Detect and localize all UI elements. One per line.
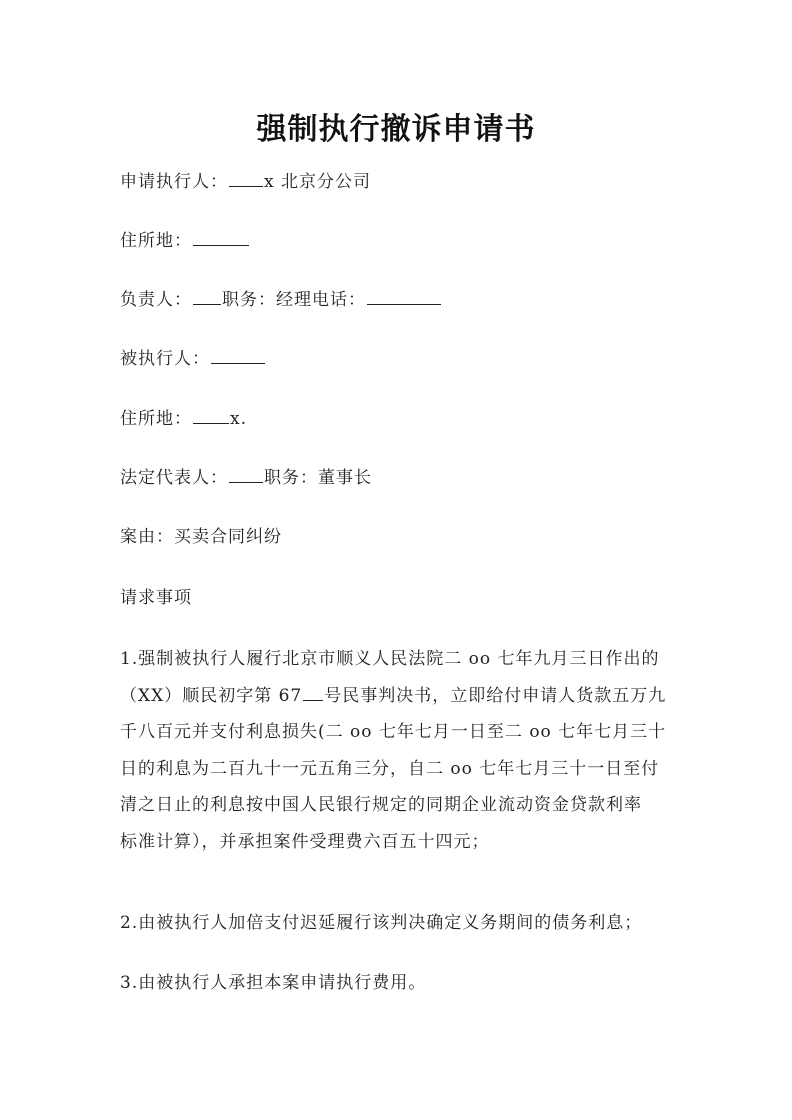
blank-underline (367, 288, 441, 305)
blank-underline (229, 466, 263, 483)
legal-rep-line (120, 466, 372, 490)
request-1-line-2 (120, 678, 680, 715)
request-1-paragraph (120, 641, 680, 860)
responsible-line (120, 288, 442, 312)
legal-rep-label: 法定代表人： (120, 468, 228, 488)
request-1-line-2-pre: （XX）顺民初字第 67 (120, 685, 303, 706)
applicant-address-label: 住所地： (120, 231, 192, 251)
respondent-address-label: 住所地： (120, 409, 192, 429)
requests-heading: 请求事项 (120, 588, 192, 608)
cause-line: 案由：买卖合同纠纷 (120, 527, 282, 547)
request-1-line-3: 千八百元并支付利息损失(二 oo 七年七月一日至二 oo 七年七月三十 (120, 722, 667, 742)
blank-underline (193, 229, 249, 246)
applicant-label: 申请执行人： (120, 172, 228, 192)
document-title: 强制执行撤诉申请书 (256, 112, 536, 147)
blank-underline (303, 684, 323, 701)
respondent-line (120, 347, 266, 371)
request-1-line-2-post: 号民事判决书，立即给付申请人货款五万九 (324, 685, 667, 706)
request-1-line-6: 标准计算），并承担案件受理费六百五十四元； (120, 831, 490, 852)
applicant-address-line (120, 229, 250, 253)
respondent-address-line (120, 407, 247, 431)
respondent-address-value: x. (230, 409, 247, 429)
responsible-position-label: 职务：经理电话： (222, 290, 366, 310)
blank-underline (193, 288, 221, 305)
request-1-line-1: 1.强制被执行人履行北京市顺义人民法院二 oo 七年九月三日作出的 (120, 649, 660, 669)
blank-underline (193, 407, 229, 424)
request-1-line-5: 清之日止的利息按中国人民银行规定的同期企业流动资金贷款利率 (120, 795, 642, 815)
blank-underline (229, 170, 263, 187)
blank-underline (211, 347, 265, 364)
request-3-line: 3.由被执行人承担本案申请执行费用。 (120, 973, 427, 993)
legal-rep-position-label: 职务：董事长 (264, 468, 372, 488)
request-1-line-4: 日的利息为二百九十一元五角三分，自二 oo 七年七月三十一日至付 (120, 758, 660, 779)
respondent-label: 被执行人： (120, 349, 210, 369)
request-2-line: 2.由被执行人加倍支付迟延履行该判决确定义务期间的债务利息； (120, 913, 643, 933)
responsible-label: 负责人： (120, 290, 192, 310)
applicant-value: x 北京分公司 (264, 172, 371, 192)
applicant-line (120, 170, 371, 194)
